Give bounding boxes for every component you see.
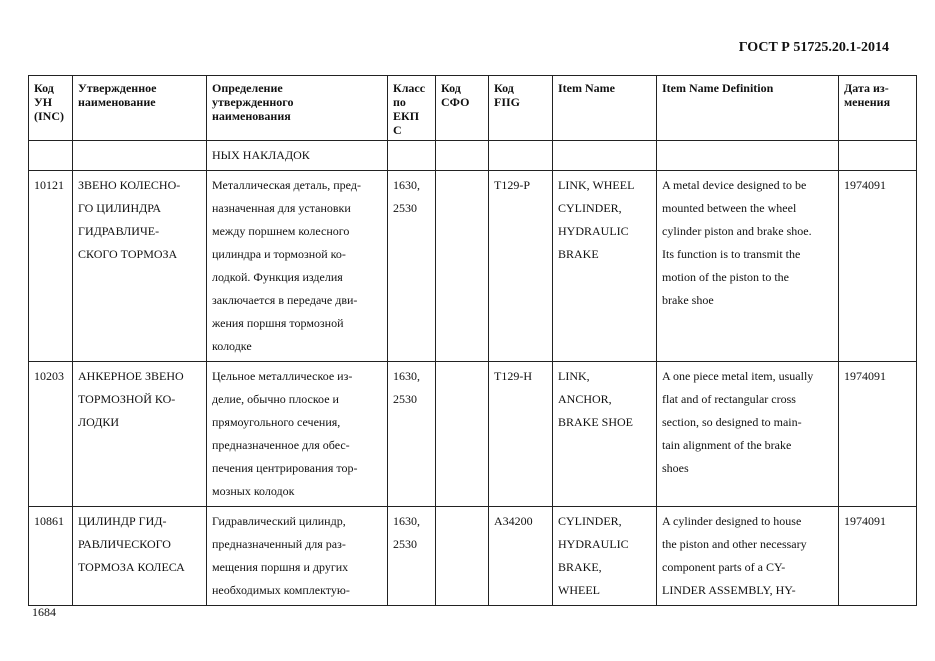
col-definition: Определение утвержденного наименования: [207, 76, 388, 141]
class-code: 1630, 2530: [388, 171, 436, 362]
col-item-name: Item Name: [553, 76, 657, 141]
class-code: 1630, 2530: [388, 362, 436, 507]
fiig-code: A34200: [489, 507, 553, 606]
table-row: [29, 171, 917, 362]
definition: Металлическая деталь, пред- назначенная для установки между поршнем колесного цилиндра и тормозной ко- лодкой. Функция изделия заключается в передаче дви- жения поршня тормозной колодке: [207, 171, 388, 362]
sfo-code: [436, 507, 489, 606]
inc-code: 10121: [29, 171, 73, 362]
sfo-code: [436, 362, 489, 507]
page-number: 1684: [32, 605, 56, 619]
standard-designation: ГОСТ Р 51725.20.1-2014: [738, 40, 889, 55]
sfo-code: [436, 171, 489, 362]
header-row: [29, 76, 917, 141]
catalog-table: [28, 75, 917, 606]
col-sfo: Код СФО: [436, 76, 489, 141]
item-name: CYLINDER, HYDRAULIC BRAKE, WHEEL: [553, 507, 657, 606]
definition: Гидравлический цилиндр, предназначенный для раз- мещения поршня и других необходимых комплектую-: [207, 507, 388, 606]
item-name: LINK, WHEEL CYLINDER, HYDRAULIC BRAKE: [553, 171, 657, 362]
table-row: [29, 507, 917, 606]
item-definition: A cylinder designed to house the piston and other necessary component parts of a CY- LINDER ASSEMBLY, HY-: [657, 507, 839, 606]
item-name: LINK, ANCHOR, BRAKE SHOE: [553, 362, 657, 507]
change-date: 1974091: [839, 171, 917, 362]
col-fiig: Код FIIG: [489, 76, 553, 141]
table-row: [29, 362, 917, 507]
approved-name: ЦИЛИНДР ГИД- РАВЛИЧЕСКОГО ТОРМОЗА КОЛЕСА: [73, 507, 207, 606]
fiig-code: T129-P: [489, 171, 553, 362]
col-class: Класс по ЕКП С: [388, 76, 436, 141]
col-approved-name: Утвержденное наименование: [73, 76, 207, 141]
fiig-code: T129-H: [489, 362, 553, 507]
change-date: 1974091: [839, 362, 917, 507]
col-item-definition: Item Name Definition: [657, 76, 839, 141]
continuation-row: [29, 141, 917, 171]
item-definition: A one piece metal item, usually flat and of rectangular cross section, so designed to main- tain alignment of the brake shoes: [657, 362, 839, 507]
col-inc: Код УН (INC): [29, 76, 73, 141]
change-date: 1974091: [839, 507, 917, 606]
approved-name: ЗВЕНО КОЛЕСНО- ГО ЦИЛИНДРА ГИДРАВЛИЧЕ- СКОГО ТОРМОЗА: [73, 171, 207, 362]
col-date: Дата из- менения: [839, 76, 917, 141]
item-definition: A metal device designed to be mounted between the wheel cylinder piston and brake shoe. Its function is to transmit the motion of the piston to the brake shoe: [657, 171, 839, 362]
inc-code: 10203: [29, 362, 73, 507]
continuation-text: НЫХ НАКЛАДОК: [207, 141, 388, 171]
definition: Цельное металлическое из- делие, обычно плоское и прямоугольного сечения, предназначенное для обес- печения центрирования тор- мозных колодок: [207, 362, 388, 507]
class-code: 1630, 2530: [388, 507, 436, 606]
inc-code: 10861: [29, 507, 73, 606]
approved-name: АНКЕРНОЕ ЗВЕНО ТОРМОЗНОЙ КО- ЛОДКИ: [73, 362, 207, 507]
